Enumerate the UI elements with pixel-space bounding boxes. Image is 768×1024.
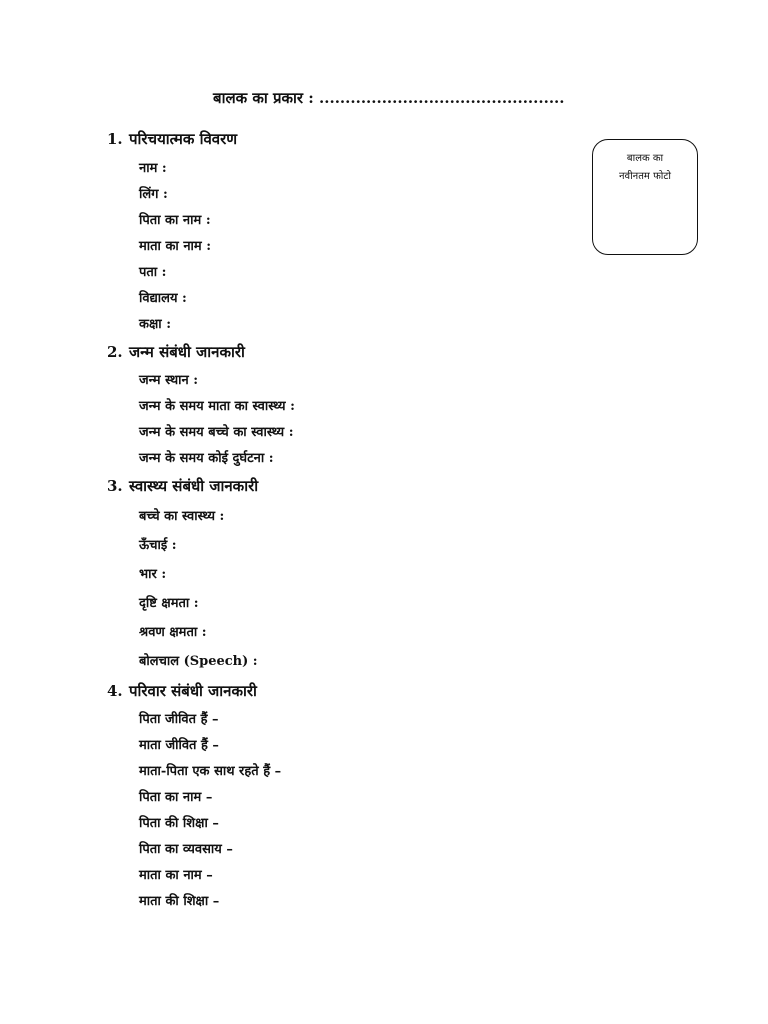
section-title: परिचयात्मक विवरण	[129, 130, 238, 148]
field-label: जन्म के समय कोई दुर्घटना :	[139, 451, 274, 466]
photo-box	[592, 139, 698, 255]
field-label: कक्षा :	[139, 317, 171, 332]
field-label: माता की शिक्षा –	[139, 894, 220, 909]
section-number: 2.	[107, 343, 123, 361]
field-label: माता का नाम –	[139, 868, 213, 883]
field-label: पिता का व्यवसाय –	[139, 842, 233, 857]
field-label: माता का नाम :	[139, 239, 212, 254]
section-heading-3	[107, 476, 258, 496]
field-label: बोलचाल (Speech) :	[139, 654, 258, 669]
field-label: लिंग :	[139, 187, 168, 202]
field-label: श्रवण क्षमता :	[139, 625, 207, 640]
section-heading-2	[107, 342, 245, 362]
section-title: स्वास्थ्य संबंधी जानकारी	[129, 477, 259, 495]
field-label: पिता का नाम :	[139, 213, 211, 228]
field-label: पिता जीवित हैं –	[139, 712, 219, 727]
section-number: 3.	[107, 477, 123, 495]
field-label: भार :	[139, 567, 167, 582]
section-heading-1	[107, 129, 237, 149]
field-label: माता जीवित हैं –	[139, 738, 219, 753]
field-label: पिता की शिक्षा –	[139, 816, 219, 831]
field-label: ऊँचाई :	[139, 538, 177, 553]
section-number: 1.	[107, 130, 123, 148]
field-label: पिता का नाम –	[139, 790, 213, 805]
field-label: पता :	[139, 265, 167, 280]
section-number: 4.	[107, 682, 123, 700]
photo-label-line2: नवीनतम फोटो	[618, 171, 672, 182]
field-label: जन्म स्थान :	[139, 373, 199, 388]
photo-label-line1: बालक का	[626, 153, 664, 164]
field-label: विद्यालय :	[139, 291, 187, 306]
field-label: माता-पिता एक साथ रहते हैं –	[139, 764, 282, 779]
field-label: दृष्टि क्षमता :	[139, 596, 199, 611]
section-title: परिवार संबंधी जानकारी	[129, 682, 257, 700]
section-heading-4	[107, 681, 257, 701]
page-title: बालक का प्रकार : ...............................................	[213, 89, 565, 107]
field-label: नाम :	[139, 161, 167, 176]
field-label: बच्चे का स्वास्थ्य :	[139, 509, 225, 524]
field-label: जन्म के समय माता का स्वास्थ्य :	[139, 399, 295, 414]
field-label: जन्म के समय बच्चे का स्वास्थ्य :	[139, 425, 294, 440]
section-title: जन्म संबंधी जानकारी	[129, 343, 245, 361]
